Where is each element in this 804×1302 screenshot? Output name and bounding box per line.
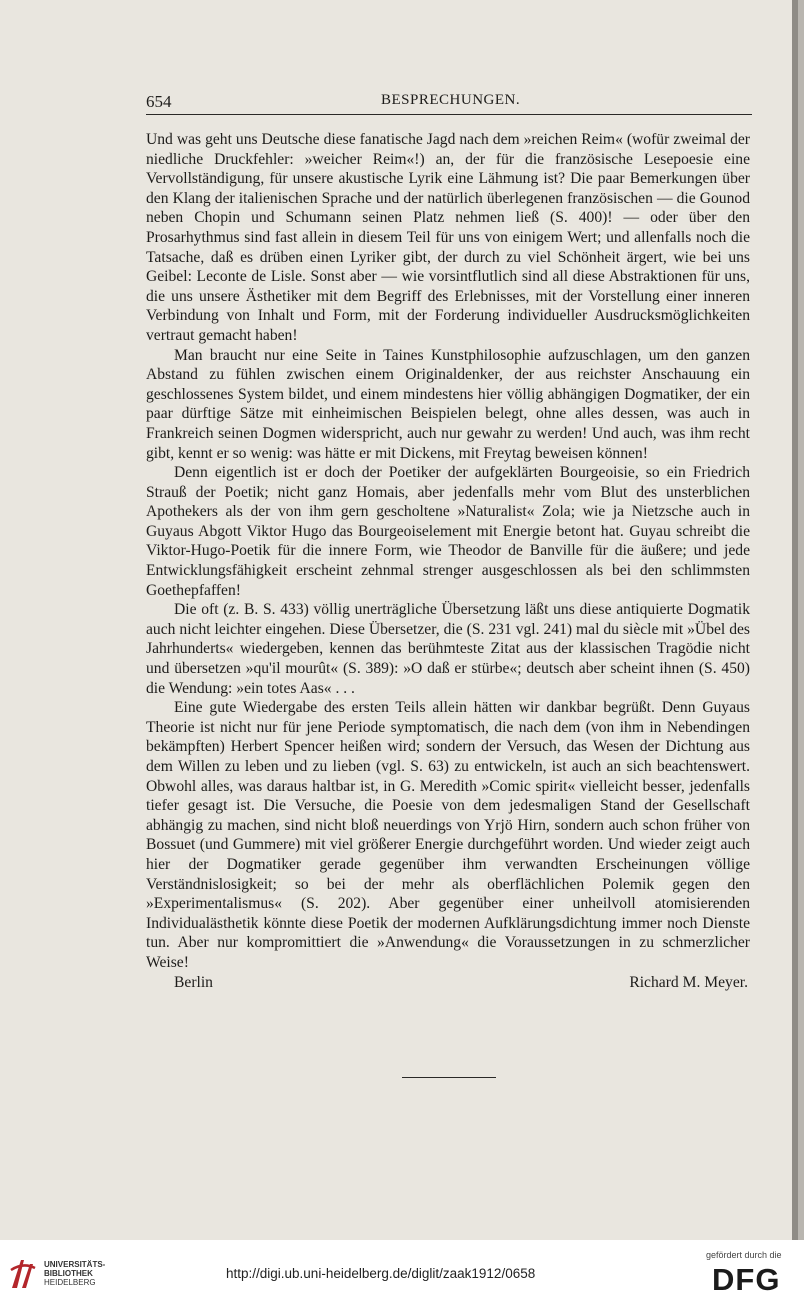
paragraph-4: Die oft (z. B. S. 433) völlig unerträgliche Übersetzung läßt uns diese antiquierte Dogmatik auch nicht leichter eingehen. Diese Übersetzer, die (S. 231 vgl. 241) mal du siècle mit »Übel des Jahrhunderts« wiedergeben, kennen das berühmteste Zitat aus der klassischen Tragödie nicht und übersetzen »qu'il mourût« (S. 389): »O daß er stürbe«; deutsch aber scheint ihnen (S. 450) die Wendung: »ein totes Aas« . . .	[146, 601, 750, 697]
signature-line	[146, 973, 750, 993]
university-logo-icon	[8, 1254, 38, 1292]
viewer-footer	[0, 1240, 804, 1302]
dfg-logo: DFG	[712, 1262, 781, 1297]
page-header	[146, 92, 752, 114]
paragraph-5: Eine gute Wiedergabe des ersten Teils allein hätten wir dankbar begrüßt. Denn Guyaus Theorie ist nicht nur für jene Periode symptomatisch, die nach dem (von ihm in Nebendingen bekämpften) Herbert Spencer heißen wird; sondern der Versuch, das Wesen der Dichtung aus dem Willen zu leben und zu lieben (vgl. S. 63) zu entwickeln, ist auch an sich beachtenswert. Obwohl alles, was daraus haltbar ist, in G. Meredith »Comic spirit« vielleicht besser, jedenfalls tiefer gesagt ist. Die Versuche, die Poesie von dem jedesmaligen Stand der Gesellschaft abhängig zu machen, sind nicht bloß neuerdings von Yrjö Hirn, sondern auch schon früher von Bossuet (und Gummere) mit viel größerer Energie durchgeführt worden. Und wieder zeigt auch hier der Dogmatiker gerade gegenüber ihm verwandten Erscheinungen völlige Verständnislosigkeit; so bei der mehr als oberflächlichen Polemik gegen den »Experimentalismus« (S. 202). Aber gegenüber einer unheilvoll atomisierenden Individualästhetik könnte diese Poetik der modernen Aufklärungsdichtung immer noch Dienste tun. Aber nur kompromittiert die »Anwendung« die Voraussetzungen in zu schmerzlicher Weise!	[146, 699, 750, 971]
institution-line-3: HEIDELBERG	[44, 1278, 96, 1287]
paragraph-3: Denn eigentlich ist er doch der Poetiker der aufgeklärten Bourgeoisie, so ein Friedrich Strauß der Poetik; nicht ganz Homais, aber jedenfalls mehr vom Blut des unsterblichen Apothekers als der von ihm gern gescholtene »Naturalist« Zola; wie ja Nietzsche auch in Guyaus Abgott Viktor Hugo das Bourgeoiselement mit Energie betont hat. Guyau schreibt die Viktor-Hugo-Poetik für die innere Form, wie Theodor de Banville für die äußere; und jede Entwicklungsfähigkeit erscheint zehnmal strenger ausgeschlossen als bei den schlimmsten Goethepfaffen!	[146, 464, 750, 599]
header-rule	[146, 114, 752, 115]
end-rule	[402, 1077, 496, 1078]
funder-note: gefördert durch die	[706, 1250, 782, 1260]
page-number: 654	[146, 92, 172, 111]
page-edge-shadow	[792, 0, 798, 1240]
institution-name	[44, 1260, 105, 1287]
institution-line-1: UNIVERSITÄTS-	[44, 1260, 106, 1269]
author-name: Richard M. Meyer.	[629, 973, 748, 991]
review-text	[146, 130, 750, 992]
place: Berlin	[174, 973, 213, 991]
institution-line-2: BIBLIOTHEK	[44, 1269, 93, 1278]
paragraph-2: Man braucht nur eine Seite in Taines Kunstphilosophie aufzuschlagen, um den ganzen Abstand zu fühlen zwischen einem Originaldenker, der aus reichster Anschauung ein geschlossenes System bildet, und einem mindestens hier völlig abhängigen Dogmatiker, der ein paar dürftige Sätze mit einheimischen Beispielen belegt, ohne alles dessen, was auch in Frankreich seinen Dogmen widerspricht, auch nur gewahr zu werden! Und auch, was ihm recht gibt, kennt er so wenig: was hätte er mit Dickens, mit Freytag beweisen können!	[146, 346, 750, 462]
permalink-url[interactable]: http://digi.ub.uni-heidelberg.de/diglit/zaak1912/0658	[226, 1266, 536, 1281]
paragraph-1: Und was geht uns Deutsche diese fanatische Jagd nach dem »reichen Reim« (wofür zweimal der niedliche Druckfehler: »weicher Reim«!) an, der für die französische Lesepoesie eine Vervollständigung, für unsere akustische Lyrik eine Lähmung ist? Die paar Bemerkungen über den Klang der italienischen Sprache und der natürlich überlegenen französischen — die Gounod neben Chopin und Schumann seinen Platz nehmen ließ (S. 400)! — oder über den Prosarhythmus sind fast allein in diesem Teil für uns von einigem Wert; und allenfalls noch die Tatsache, daß es drüben einen Lyriker gibt, der durch zu viel Schönheit ärgert, wie bei uns Geibel: Leconte de Lisle. Sonst aber — wie vorsintflutlich sind all diese Abstraktionen für uns, die uns unsere Ästhetiker mit dem Begriff des Erlebnisses, mit der Vorstellung einer inneren Verbindung von Inhalt und Form, mit der Forderung individueller Ausdrucksmöglichkeiten vertraut gemacht haben!	[146, 131, 750, 344]
running-head: BESPRECHUNGEN.	[381, 92, 521, 108]
